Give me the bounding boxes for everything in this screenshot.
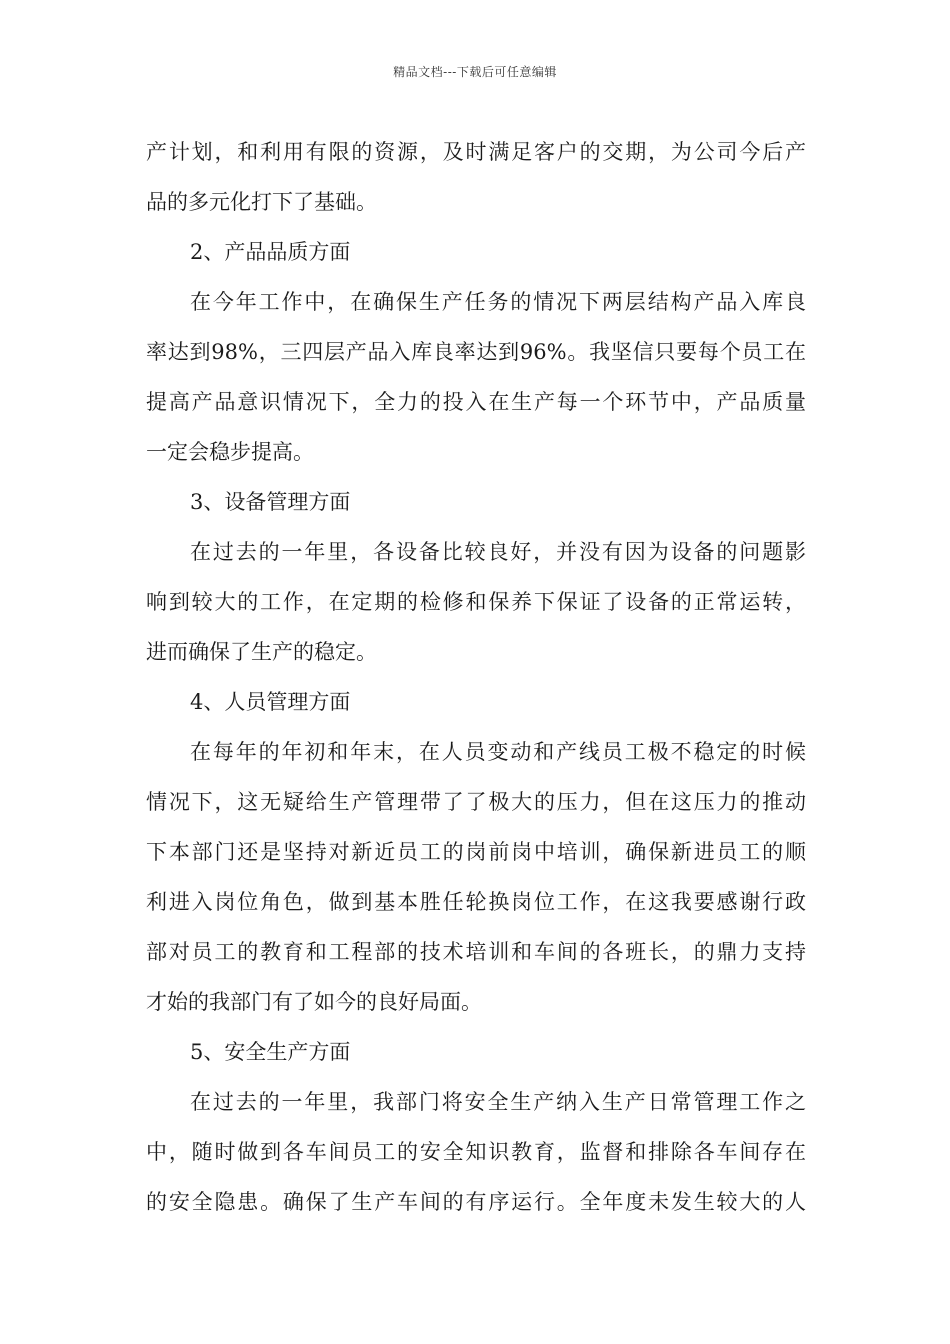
section-heading: 3、设备管理方面 bbox=[190, 490, 351, 514]
document-body bbox=[146, 127, 806, 1227]
text-line: 进而确保了生产的稳定。 bbox=[146, 640, 377, 664]
text-line: 情况下，这无疑给生产管理带了了极大的压力，但在这压力的推动 bbox=[146, 790, 806, 814]
text-line: 产计划，和利用有限的资源，及时满足客户的交期，为公司今后产 bbox=[146, 140, 806, 164]
text-line: 在过去的一年里，各设备比较良好，并没有因为设备的问题影 bbox=[190, 540, 806, 564]
text-line: 下本部门还是坚持对新近员工的岗前岗中培训，确保新进员工的顺 bbox=[146, 840, 806, 864]
text-line: 才始的我部门有了如今的良好局面。 bbox=[146, 990, 482, 1014]
section-heading: 4、人员管理方面 bbox=[190, 690, 351, 714]
text-line: 中，随时做到各车间员工的安全知识教育，监督和排除各车间存在 bbox=[146, 1140, 806, 1164]
section-heading: 2、产品品质方面 bbox=[190, 240, 351, 264]
text-line: 一定会稳步提高。 bbox=[146, 440, 314, 464]
text-line: 提高产品意识情况下，全力的投入在生产每一个环节中，产品质量 bbox=[146, 390, 806, 414]
text-line: 品的多元化打下了基础。 bbox=[146, 190, 377, 214]
text-line: 响到较大的工作，在定期的检修和保养下保证了设备的正常运转， bbox=[146, 590, 806, 614]
text-line: 率达到98%，三四层产品入库良率达到96%。我坚信只要每个员工在 bbox=[146, 340, 806, 364]
text-line: 部对员工的教育和工程部的技术培训和车间的各班长，的鼎力支持 bbox=[146, 940, 806, 964]
text-line: 在每年的年初和年末，在人员变动和产线员工极不稳定的时候 bbox=[190, 740, 806, 764]
text-line: 在今年工作中，在确保生产任务的情况下两层结构产品入库良 bbox=[190, 290, 806, 314]
section-heading: 5、安全生产方面 bbox=[190, 1040, 351, 1064]
text-line: 在过去的一年里，我部门将安全生产纳入生产日常管理工作之 bbox=[190, 1090, 806, 1114]
text-line: 利进入岗位角色，做到基本胜任轮换岗位工作，在这我要感谢行政 bbox=[146, 890, 806, 914]
text-line: 的安全隐患。确保了生产车间的有序运行。全年度未发生较大的人 bbox=[146, 1190, 806, 1214]
page-header: 精品文档---下载后可任意编辑 bbox=[393, 65, 557, 79]
